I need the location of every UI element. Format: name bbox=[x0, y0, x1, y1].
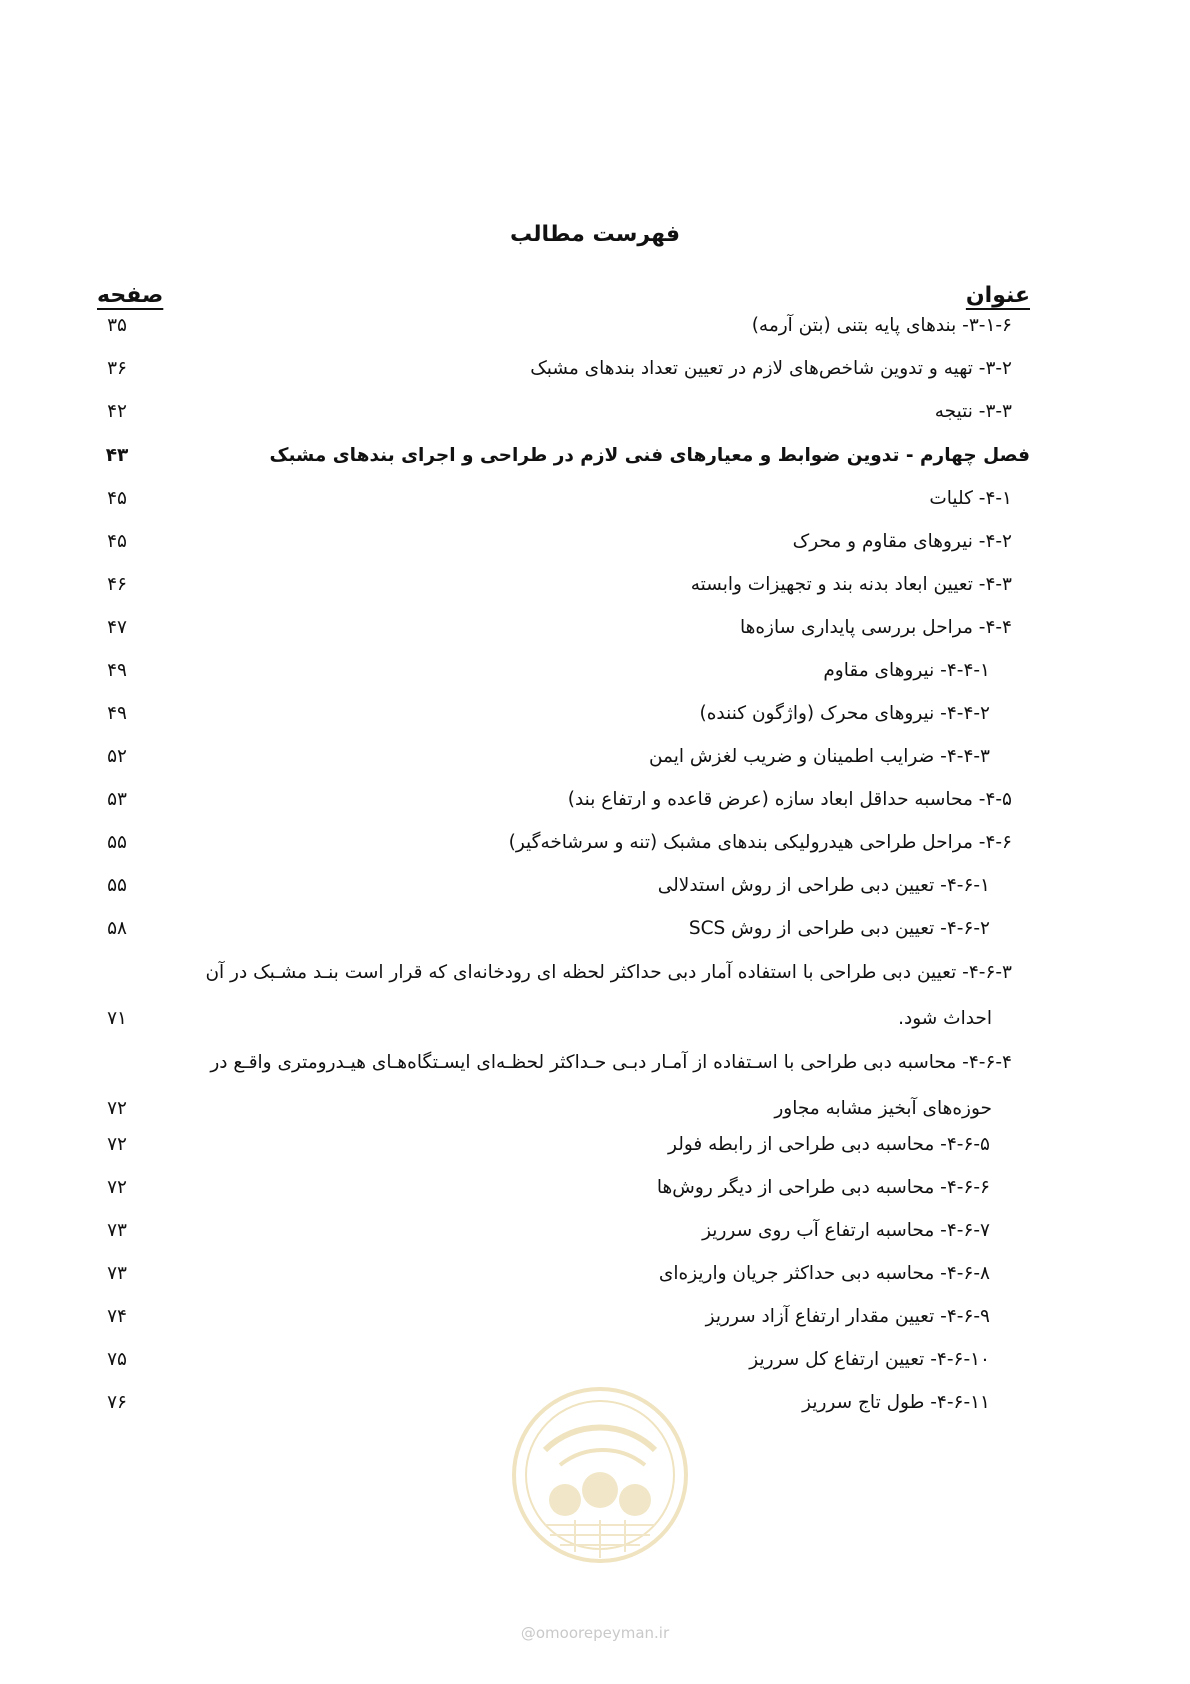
toc-entry-title: ۴-۶- مراحل طراحی هیدرولیکی بندهای مشبک (تنه و سرشاخه‌گیر) bbox=[508, 832, 1012, 853]
toc-entry[interactable] bbox=[97, 349, 1030, 389]
toc-entry-title: ۴-۴-۲- نیروهای محرک (واژگون کننده) bbox=[699, 703, 990, 724]
toc-entry-page: ۴۶ bbox=[107, 574, 127, 595]
toc-entry-title: ۴-۶-۵- محاسبه دبی طراحی از رابطه فولر bbox=[668, 1134, 990, 1155]
toc-entry-page: ۷۶ bbox=[107, 1392, 127, 1413]
toc-entry-page: ۷۵ bbox=[107, 1349, 127, 1370]
toc-entry-page: ۴۹ bbox=[107, 660, 127, 681]
toc-entry-title: ۴-۴- مراحل بررسی پایداری سازه‌ها bbox=[739, 617, 1012, 638]
toc-entry-title-continued: احداث شود. bbox=[898, 1008, 992, 1029]
toc-entry-title: ۴-۶-۱- تعیین دبی طراحی از روش استدلالی bbox=[657, 875, 990, 896]
toc-entry[interactable] bbox=[97, 694, 1030, 734]
toc-entry[interactable] bbox=[97, 823, 1030, 863]
toc-entry[interactable] bbox=[97, 306, 1030, 346]
toc-entry-page: ۷۲ bbox=[107, 1098, 127, 1119]
toc-entry[interactable] bbox=[97, 392, 1030, 432]
toc-entry[interactable] bbox=[97, 651, 1030, 691]
toc-entry-title-continued: حوزه‌های آبخیز مشابه مجاور bbox=[774, 1098, 992, 1119]
toc-entry-title: ۳-۲- تهیه و تدوین شاخص‌های لازم در تعیین تعداد بندهای مشبک bbox=[530, 358, 1012, 379]
toc-entry-page: ۷۱ bbox=[107, 1008, 127, 1029]
toc-entry-title: ۴-۴-۱- نیروهای مقاوم bbox=[823, 660, 990, 681]
toc-entry-page: ۵۲ bbox=[107, 746, 127, 767]
toc-entry[interactable] bbox=[97, 522, 1030, 562]
toc-entry-page: ۵۵ bbox=[107, 832, 127, 853]
toc-entry-title: ۴-۶-۷- محاسبه ارتفاع آب روی سرریز bbox=[702, 1220, 990, 1241]
column-header-title: عنوان bbox=[965, 283, 1030, 308]
toc-chapter-entry[interactable] bbox=[97, 436, 1030, 476]
toc-entry-page: ۷۳ bbox=[107, 1220, 127, 1241]
toc-entry[interactable] bbox=[97, 866, 1030, 906]
toc-entry-page: ۴۵ bbox=[107, 531, 127, 552]
toc-entry-title: ۴-۴-۳- ضرایب اطمینان و ضریب لغزش ایمن bbox=[648, 746, 990, 767]
toc-entry[interactable] bbox=[97, 608, 1030, 648]
toc-entry-title: ۴-۶-۲- تعیین دبی طراحی از روش SCS bbox=[688, 918, 990, 939]
toc-entry-title: ۴-۶-۸- محاسبه دبی حداکثر جریان واریزه‌ای bbox=[658, 1263, 990, 1284]
toc-entry-page: ۴۹ bbox=[107, 703, 127, 724]
toc-entry-title: ۳-۳- نتیجه bbox=[934, 401, 1012, 422]
toc-entry-title: ۳-۱-۶- بندهای پایه بتنی (بتن آرمه) bbox=[751, 315, 1012, 336]
toc-entry-page: ۷۲ bbox=[107, 1134, 127, 1155]
toc-entry-page: ۷۴ bbox=[107, 1306, 127, 1327]
toc-entry-title: ۴-۱- کلیات bbox=[929, 488, 1012, 509]
toc-entry-page: ۴۲ bbox=[107, 401, 127, 422]
toc-entry[interactable] bbox=[97, 780, 1030, 820]
toc-entry[interactable] bbox=[97, 1254, 1030, 1294]
toc-entry-page: ۴۷ bbox=[107, 617, 127, 638]
toc-entry-title: فصل چهارم - تدوین ضوابط و معیارهای فنی لازم در طراحی و اجرای بندهای مشبک bbox=[269, 445, 1030, 466]
page-title: فهرست مطالب bbox=[509, 222, 681, 247]
toc-entry-page: ۴۵ bbox=[107, 488, 127, 509]
column-header-page: صفحه bbox=[97, 283, 164, 308]
toc-entry[interactable] bbox=[97, 737, 1030, 777]
toc-entry[interactable] bbox=[97, 1211, 1030, 1251]
toc-entry[interactable] bbox=[97, 1168, 1030, 1208]
toc-entry[interactable] bbox=[97, 909, 1030, 949]
toc-entry[interactable] bbox=[97, 479, 1030, 519]
toc-entry[interactable] bbox=[97, 1340, 1030, 1380]
watermark-logo-icon bbox=[505, 1380, 695, 1570]
toc-entry-title: ۴-۳- تعیین ابعاد بدنه بند و تجهیزات وابسته bbox=[690, 574, 1012, 595]
toc-entry-title: ۴-۶-۴- محاسبه دبی طراحی با اسـتفاده از آمـار دبـی حـداکثر لحظـه‌ای ایسـتگاه‌هـای هیـدرومتری واقـع در bbox=[210, 1052, 1012, 1073]
toc-entry-title: ۴-۶-۱۱- طول تاج سرریز bbox=[802, 1392, 990, 1413]
toc-entry-title: ۴-۲- نیروهای مقاوم و محرک bbox=[792, 531, 1012, 552]
toc-entry-title: ۴-۶-۹- تعیین مقدار ارتفاع آزاد سرریز bbox=[705, 1306, 990, 1327]
toc-entry[interactable] bbox=[97, 1297, 1030, 1337]
toc-entry-title: ۴-۶-۳- تعیین دبی طراحی با استفاده آمار دبی حداکثر لحظه ای رودخانه‌ای که قرار است بنـد مشـبک در آن bbox=[205, 962, 1012, 983]
toc-entry-title: ۴-۵- محاسبه حداقل ابعاد سازه (عرض قاعده و ارتفاع بند) bbox=[567, 789, 1012, 810]
toc-entry-page: ۵۸ bbox=[107, 918, 127, 939]
toc-entry-page: ۵۳ bbox=[107, 789, 127, 810]
toc-entry-title: ۴-۶-۶- محاسبه دبی طراحی از دیگر روش‌ها bbox=[656, 1177, 990, 1198]
toc-entry-title: ۴-۶-۱۰- تعیین ارتفاع کل سرریز bbox=[749, 1349, 990, 1370]
toc-entry-page: ۷۳ bbox=[107, 1263, 127, 1284]
toc-entry[interactable] bbox=[97, 1125, 1030, 1165]
toc-entry-page: ۳۵ bbox=[107, 315, 127, 336]
toc-entry-page: ۷۲ bbox=[107, 1177, 127, 1198]
toc-entry[interactable] bbox=[97, 565, 1030, 605]
toc-entry-page: ۴۳ bbox=[105, 445, 129, 466]
toc-entry-page: ۳۶ bbox=[107, 358, 127, 379]
watermark-url: @omoorepeyman.ir bbox=[520, 1624, 670, 1642]
toc-entry-page: ۵۵ bbox=[107, 875, 127, 896]
